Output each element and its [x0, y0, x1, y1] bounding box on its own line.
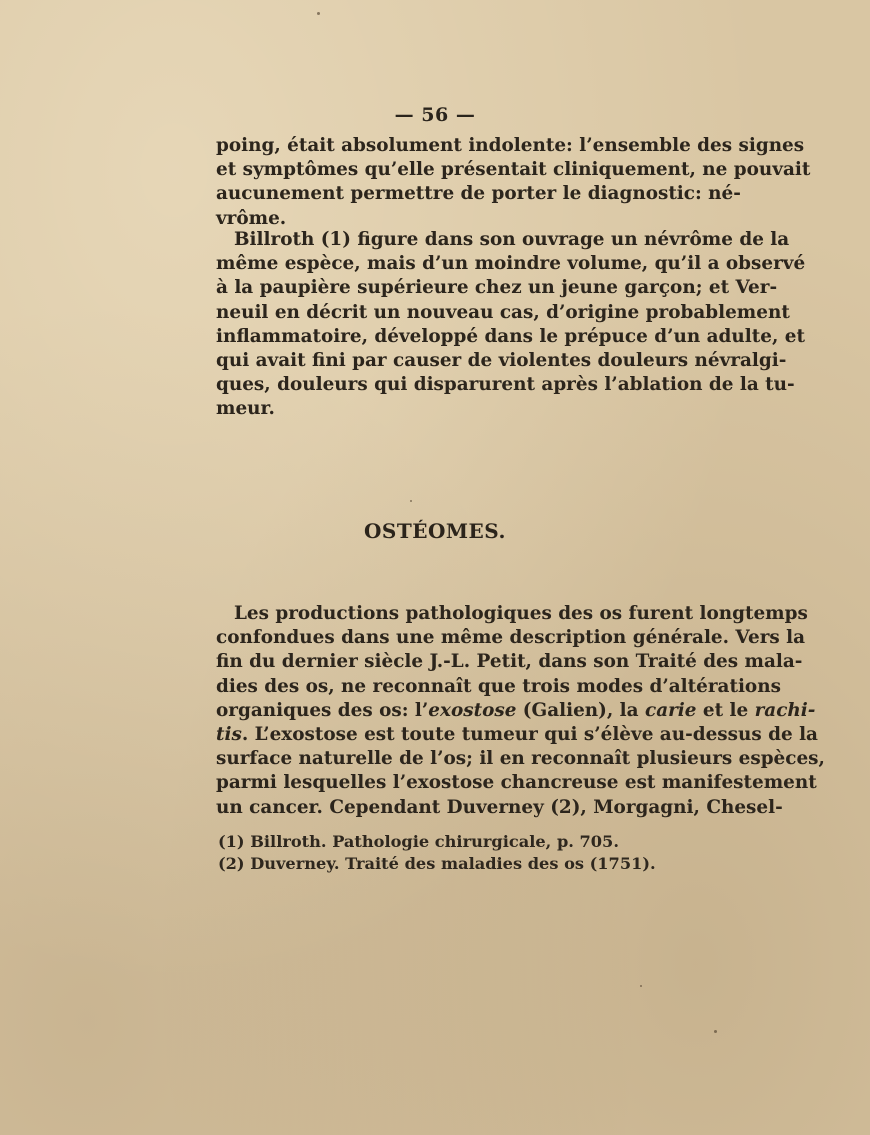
- text-line: [216, 723, 818, 747]
- paper-speck: [317, 12, 320, 15]
- italic-term: carie: [645, 699, 697, 721]
- italic-term: rachi-: [754, 699, 816, 721]
- text-line: dies des os, ne reconnaît que trois modes d’altérations: [216, 675, 781, 697]
- section-heading: OSTÉOMES.: [364, 519, 506, 543]
- paragraph-billroth: [216, 228, 806, 422]
- paper-speck: [410, 500, 412, 502]
- text-line: surface naturelle de l’os; il en reconnaît plusieurs espèces,: [216, 748, 825, 770]
- footnote: (1) Billroth. Pathologie chirurgicale, p. 705.: [218, 832, 619, 851]
- text-line: qui avait fini par causer de violentes douleurs névralgi-: [216, 350, 787, 372]
- paragraph-osteomes: [216, 602, 825, 820]
- page-number: — 56 —: [394, 104, 476, 126]
- footnote: (2) Duverney. Traité des maladies des os (1751).: [218, 854, 656, 873]
- text-line: fin du dernier siècle J.-L. Petit, dans son Traité des mala-: [216, 651, 803, 673]
- text-line: Les productions pathologiques des os furent longtemps: [234, 603, 808, 624]
- text-line: vrôme.: [216, 207, 287, 229]
- text-line: inflammatoire, développé dans le prépuce d’un adulte, et: [216, 325, 805, 347]
- text-line: meur.: [216, 398, 275, 420]
- text-line: aucunement permettre de porter le diagnostic: né-: [216, 183, 741, 205]
- footnotes: [218, 831, 656, 875]
- paper-speck: [640, 985, 642, 987]
- text-line: [216, 699, 816, 723]
- text-line: et symptômes qu’elle présentait cliniquement, ne pouvait: [216, 159, 811, 181]
- text-line: poing, était absolument indolente: l’ensemble des signes: [216, 135, 805, 156]
- text-line: neuil en décrit un nouveau cas, d’origine probablement: [216, 301, 790, 323]
- text-segment: et le: [696, 699, 755, 721]
- text-segment: organiques des os: l’: [216, 699, 429, 721]
- text-line: un cancer. Cependant Duverney (2), Morgagni, Chesel-: [216, 796, 783, 818]
- text-line: à la paupière supérieure chez un jeune garçon; et Ver-: [216, 277, 778, 299]
- text-line: confondues dans une même description générale. Vers la: [216, 627, 806, 649]
- italic-term: exostose: [428, 699, 517, 721]
- text-segment: . L’exostose est toute tumeur qui s’élève au-dessus de la: [241, 724, 818, 746]
- text-line: Billroth (1) figure dans son ouvrage un névrôme de la: [234, 229, 790, 250]
- text-segment: (Galien), la: [516, 699, 645, 721]
- text-line: même espèce, mais d’un moindre volume, qu’il a observé: [216, 253, 806, 275]
- paper-speck: [714, 1030, 717, 1033]
- text-line: parmi lesquelles l’exostose chancreuse est manifestement: [216, 772, 817, 794]
- text-line: ques, douleurs qui disparurent après l’ablation de la tu-: [216, 374, 795, 396]
- paragraph-continuation: [216, 134, 811, 231]
- italic-term: tis: [216, 724, 242, 746]
